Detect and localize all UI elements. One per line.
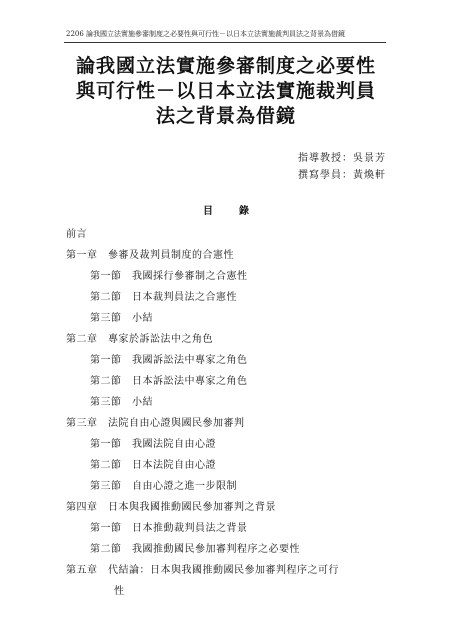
title-line-1: 論我國立法實施參審制度之必要性 bbox=[75, 55, 376, 77]
author-block bbox=[298, 150, 386, 184]
toc-continuation: 性 bbox=[114, 586, 125, 597]
toc-chapter-entry: 第五章 代結論：日本與我國推動國民參加審判程序之可行 bbox=[66, 565, 339, 576]
toc-section-entry: 第三節 自由心證之進一步限制 bbox=[90, 481, 237, 492]
toc-chapter-entry: 第二章 專家於訴訟法中之角色 bbox=[66, 334, 213, 345]
title-line-2: 與可行性－以日本立法實施裁判員 bbox=[75, 80, 376, 102]
advisor-name: 指導教授：吳景芳 bbox=[298, 153, 386, 164]
toc-section-entry: 第三節 小結 bbox=[90, 313, 153, 324]
toc-section-entry: 第一節 我國訴訟法中專家之角色 bbox=[90, 355, 248, 366]
toc-section-entry: 第一節 日本推動裁判員法之背景 bbox=[90, 523, 248, 534]
title-line-3: 法之背景為借鏡 bbox=[155, 105, 296, 127]
toc-section-entry: 第二節 日本裁判員法之合憲性 bbox=[90, 292, 237, 303]
toc-section-entry: 第二節 我國推動國民參加審判程序之必要性 bbox=[90, 544, 300, 555]
toc-chapter-entry: 第一章 參審及裁判員制度的合憲性 bbox=[66, 250, 234, 261]
toc-section-entry: 第二節 日本訴訟法中專家之角色 bbox=[90, 376, 248, 387]
running-header: 2206 論我國立法實施參審制度之必要性與可行性－以日本立法實施裁判員法之背景為借鏡 bbox=[66, 30, 346, 38]
header-rule bbox=[64, 42, 386, 43]
toc-chapter-entry: 第四章 日本與我國推動國民參加審判之背景 bbox=[66, 502, 276, 513]
document-title bbox=[64, 54, 388, 129]
toc-chapter-entry: 第三章 法院自由心證與國民參加審判 bbox=[66, 418, 245, 429]
toc-section-entry: 第一節 我國法院自由心證 bbox=[90, 439, 216, 450]
toc-section-entry: 第三節 小結 bbox=[90, 397, 153, 408]
writer-name: 撰寫學員：黃煥軒 bbox=[298, 170, 386, 181]
table-of-contents bbox=[66, 224, 386, 602]
toc-chapter-entry: 前言 bbox=[66, 229, 87, 240]
toc-heading: 目錄 bbox=[203, 206, 275, 217]
toc-section-entry: 第一節 我國採行參審制之合憲性 bbox=[90, 271, 248, 282]
toc-section-entry: 第二節 日本法院自由心證 bbox=[90, 460, 216, 471]
